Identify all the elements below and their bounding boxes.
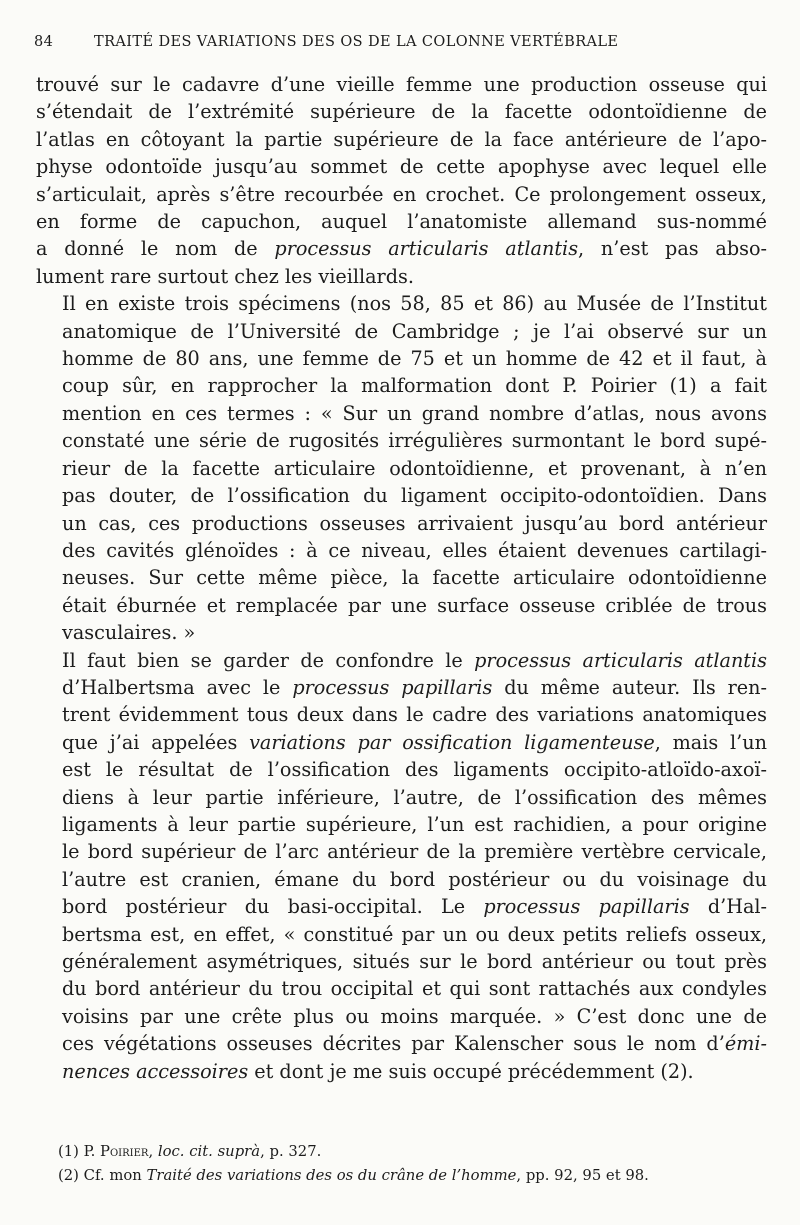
footnotes [58, 1140, 758, 1188]
paragraph [36, 290, 767, 646]
text-run: et dont je me suis occupé précédemment (2). [248, 1059, 694, 1083]
text-run: vasculaires. » [62, 621, 196, 645]
text-run: anatomique de l’Université de Cambridge ; je l’ai observé sur un [62, 319, 767, 343]
italic-text: processus papillaris [483, 895, 690, 919]
text-line [36, 126, 767, 153]
text-line [36, 811, 767, 838]
italic-text: processus articularis atlantis [474, 648, 767, 672]
text-line [36, 564, 767, 591]
text-line [36, 756, 767, 783]
italic-text: processus articularis atlantis [274, 237, 579, 261]
italic-text: émi- [724, 1032, 767, 1056]
text-run: s’étendait de l’extrémité supérieure de la facette odontoïdienne de [36, 100, 767, 124]
text-line [36, 400, 767, 427]
italic-text: nences accessoires [62, 1059, 249, 1083]
text-line [36, 948, 767, 975]
text-run: généralement asymétriques, situés sur le bord antérieur ou tout près [62, 950, 767, 973]
running-header [34, 34, 767, 58]
text-line [36, 674, 767, 701]
text-run: constaté une série de rugosités irrégulières surmontant le bord supé- [62, 429, 767, 453]
text-line [36, 866, 767, 893]
text-run: , p. 327. [260, 1143, 322, 1160]
text-run: trouvé sur le cadavre d’une vieille femme une production osseuse qui [36, 73, 767, 96]
text-line [36, 537, 767, 564]
text-run: (1) P. [58, 1143, 101, 1160]
text-line [36, 701, 767, 728]
text-line [36, 208, 767, 235]
text-run: , pp. 92, 95 et 98. [516, 1167, 649, 1184]
text-line [36, 510, 767, 537]
text-line [36, 345, 767, 372]
page-number: 84 [34, 34, 54, 50]
text-run: rieur de la facette articulaire odontoïdienne, et provenant, à n’en [62, 456, 767, 480]
text-line [36, 784, 767, 811]
text-line [36, 1058, 767, 1085]
text-line [36, 619, 767, 646]
text-run: neuses. Sur cette même pièce, la facette articulaire odontoïdienne [62, 566, 767, 590]
footnote [58, 1164, 758, 1188]
text-run: l’atlas en côtoyant la partie supérieure de la face antérieure de l’apo- [36, 127, 767, 151]
text-run: a donné le nom de [36, 237, 275, 261]
text-run: pas douter, de l’ossification du ligament occipito-odontoïdien. Dans [62, 484, 767, 508]
text-run: Il en existe trois spécimens (nos 58, 85 et 86) au Musée de l’Institut [62, 292, 767, 316]
text-run: trent évidemment tous deux dans le cadre des variations anatomiques [62, 703, 767, 727]
paragraph [36, 647, 767, 1086]
text-line [36, 838, 767, 865]
text-line [36, 372, 767, 399]
text-run: d’Hal- [689, 895, 768, 919]
text-run: d’Halbertsma avec le [62, 675, 293, 699]
text-line [36, 1003, 767, 1030]
text-line [36, 455, 767, 482]
italic-text: processus papillaris [292, 675, 493, 699]
text-line [36, 729, 767, 756]
text-run: l’autre est cranien, émane du bord postérieur ou du voisinage du [62, 867, 767, 891]
text-line [36, 235, 767, 262]
text-line [36, 318, 767, 345]
paragraph [36, 71, 767, 290]
text-line [36, 893, 767, 920]
text-run: , mais l’un [654, 730, 767, 754]
text-line [36, 975, 767, 1002]
text-run: , n’est pas abso- [578, 237, 767, 261]
italic-text: loc. cit. suprà [157, 1143, 261, 1160]
footnote [58, 1140, 758, 1164]
text-run: Il faut bien se garder de confondre le [62, 648, 475, 672]
text-run: physe odontoïde jusqu’au sommet de cette apophyse avec lequel elle [36, 155, 767, 179]
text-line [36, 427, 767, 454]
body-text [36, 71, 767, 1085]
text-run: des cavités glénoïdes : à ce niveau, elles étaient devenues cartilagi- [62, 538, 767, 562]
text-line [36, 290, 767, 317]
text-run: le bord supérieur de l’arc antérieur de la première vertèbre cervicale, [62, 840, 767, 864]
text-run: homme de 80 ans, une femme de 75 et un homme de 42 et il faut, à [62, 347, 767, 371]
text-run: du même auteur. Ils ren- [492, 675, 767, 699]
text-run: lument rare surtout chez les vieillards. [36, 264, 414, 288]
text-run: en forme de capuchon, auquel l’anatomiste allemand sus-nommé [36, 210, 767, 234]
text-run: voisins par une crête plus ou moins marquée. » C’est donc une de [62, 1004, 767, 1028]
text-run: , [148, 1143, 158, 1160]
text-line [36, 1030, 767, 1057]
text-run: (2) Cf. mon [58, 1167, 147, 1184]
text-run: est le résultat de l’ossification des ligaments occipito-atloïdo-axoï- [62, 758, 767, 782]
text-run: était éburnée et remplacée par une surface osseuse criblée de trous [62, 593, 767, 617]
text-line [36, 592, 767, 619]
text-run: diens à leur partie inférieure, l’autre, de l’ossification des mêmes [62, 785, 767, 809]
text-line [36, 181, 767, 208]
text-run: coup sûr, en rapprocher la malformation dont P. Poirier (1) a fait [62, 374, 767, 398]
text-line [36, 647, 767, 674]
italic-text: Traité des variations des os du crâne de l’homme [146, 1167, 517, 1184]
text-run: ligaments à leur partie supérieure, l’un est rachidien, a pour origine [62, 812, 767, 836]
text-line [36, 921, 767, 948]
running-title: TRAITÉ DES VARIATIONS DES OS DE LA COLONNE VERTÉBRALE [94, 34, 619, 50]
text-run: du bord antérieur du trou occipital et qui sont rattachés aux condyles [62, 977, 767, 1001]
text-run: que j’ai appelées [62, 730, 250, 754]
text-run: ces végétations osseuses décrites par Kalenscher sous le nom d’ [62, 1032, 725, 1056]
text-line [36, 482, 767, 509]
text-run: bertsma est, en effet, « constitué par un ou deux petits reliefs osseux, [62, 922, 767, 946]
italic-text: variations par ossification ligamenteuse [249, 730, 655, 754]
text-line [36, 71, 767, 98]
text-run: mention en ces termes : « Sur un grand nombre d’atlas, nous avons [62, 401, 767, 425]
text-line [36, 153, 767, 180]
text-line [36, 263, 767, 290]
text-run: un cas, ces productions osseuses arrivaient jusqu’au bord antérieur [62, 511, 767, 535]
text-run: s’articulait, après s’être recourbée en crochet. Ce prolongement osseux, [36, 182, 767, 206]
text-run: bord postérieur du basi-occipital. Le [62, 895, 484, 919]
text-line [36, 98, 767, 125]
small-caps-text: Poirier [100, 1143, 149, 1160]
